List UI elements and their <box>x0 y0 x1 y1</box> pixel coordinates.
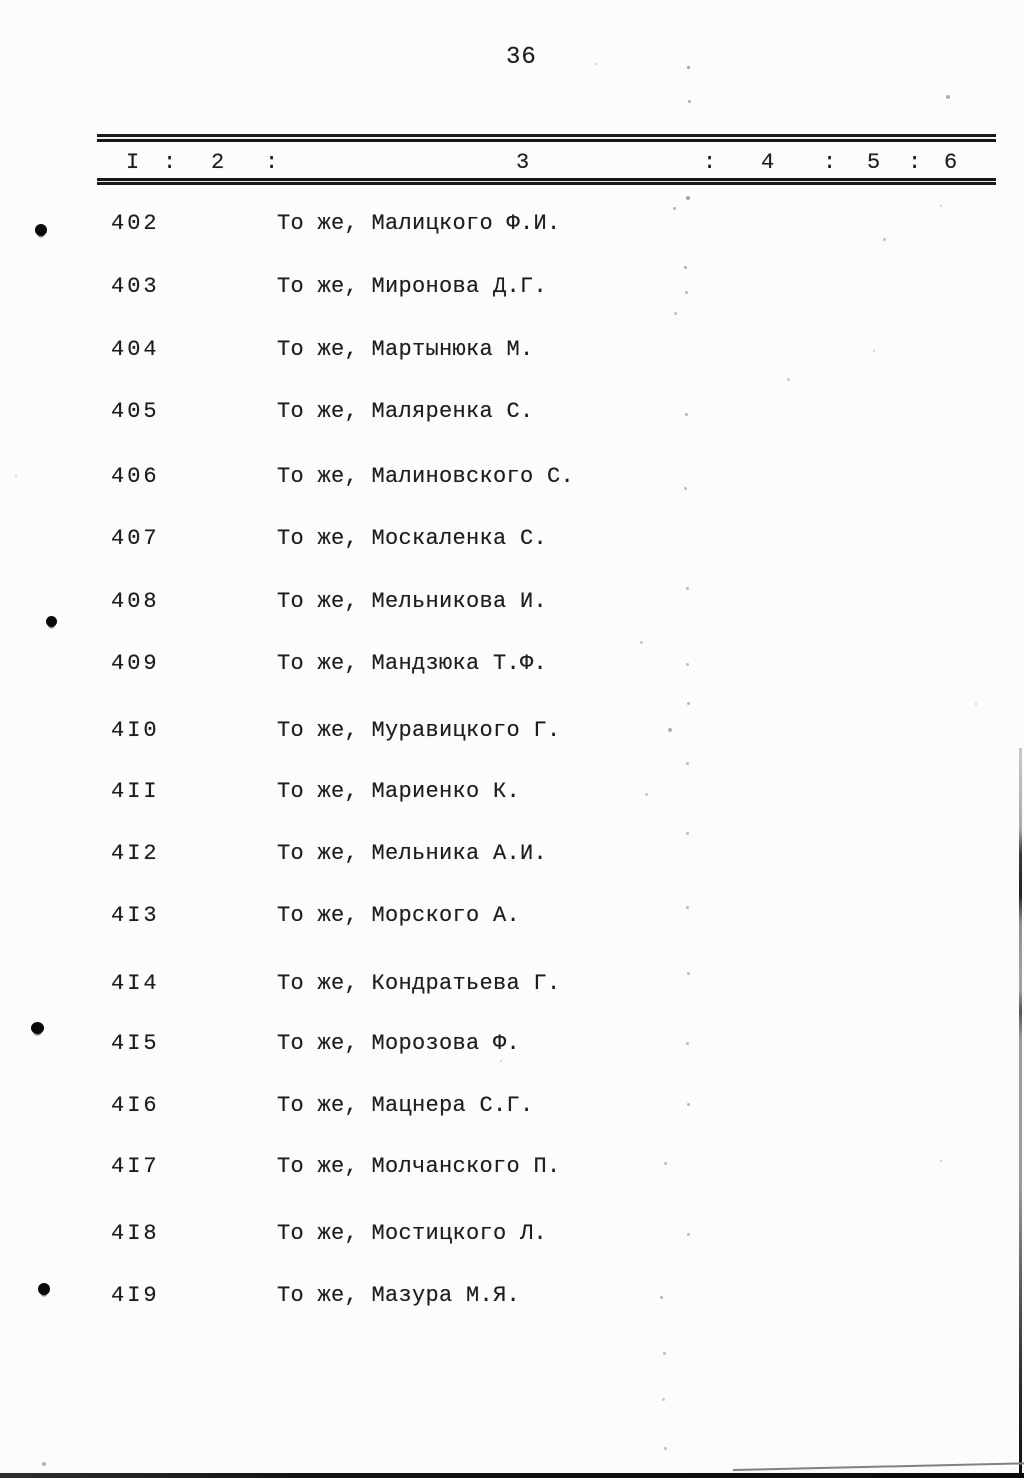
row-number: 402 <box>111 211 160 236</box>
row-entry: То же, Мазура М.Я. <box>277 1283 521 1308</box>
row-number: 407 <box>111 526 160 551</box>
scan-speck <box>946 95 950 99</box>
scan-speck <box>883 238 886 241</box>
row-number: 4I7 <box>111 1154 160 1179</box>
row-number: 4I6 <box>111 1093 160 1118</box>
table-row <box>0 274 1024 300</box>
table-row <box>0 1221 1024 1247</box>
scan-speck <box>686 587 689 590</box>
row-entry: То же, Мостицкого Л. <box>277 1221 548 1246</box>
scan-speck <box>687 66 690 69</box>
row-entry: То же, Мартынюка М. <box>277 337 534 362</box>
row-entry: То же, Кондратьева Г. <box>277 971 561 996</box>
table-row <box>0 464 1024 490</box>
table-row <box>0 399 1024 425</box>
page-number: 36 <box>506 44 537 71</box>
row-entry: То же, Мельникова И. <box>277 589 548 614</box>
table-row <box>0 1154 1024 1180</box>
header-separator: : <box>703 150 717 175</box>
scan-speck <box>595 63 597 65</box>
row-number: 4I8 <box>111 1221 160 1246</box>
scan-speck <box>687 702 690 705</box>
scan-speck <box>686 832 689 835</box>
scan-speck <box>42 1462 46 1466</box>
scan-speck <box>975 703 977 705</box>
row-number: 4I2 <box>111 841 160 866</box>
scan-speck <box>640 641 643 644</box>
table-row <box>0 651 1024 677</box>
scan-speck <box>686 196 690 200</box>
scan-speck <box>684 487 687 490</box>
row-entry: То же, Муравицкого Г. <box>277 718 561 743</box>
scan-speck <box>940 1160 942 1162</box>
row-number: 4I4 <box>111 971 160 996</box>
table-row <box>0 526 1024 552</box>
row-entry: То же, Морского А. <box>277 903 521 928</box>
scan-speck <box>664 1447 667 1450</box>
scan-speck <box>645 793 648 796</box>
scan-speck <box>686 762 689 765</box>
row-number: 4I3 <box>111 903 160 928</box>
scan-speck <box>662 1398 665 1401</box>
margin-dot-icon <box>31 1022 44 1034</box>
row-entry: То же, Мариенко К. <box>277 779 521 804</box>
row-entry: То же, Молчанского П. <box>277 1154 561 1179</box>
row-number: 4I5 <box>111 1031 160 1056</box>
scan-speck <box>687 1233 690 1236</box>
scanner-edge-line <box>1019 748 1022 1478</box>
header-separator: : <box>908 150 922 175</box>
header-cell-4: 4 <box>761 150 775 175</box>
row-entry: То же, Морозова Ф. <box>277 1031 521 1056</box>
row-number: 405 <box>111 399 160 424</box>
row-number: 406 <box>111 464 160 489</box>
header-separator: : <box>163 150 177 175</box>
table-row <box>0 779 1024 805</box>
margin-dot-icon <box>46 616 57 627</box>
row-number: 4II <box>111 779 160 804</box>
header-cell-2: 2 <box>211 150 225 175</box>
scan-speck <box>688 100 691 103</box>
scan-speck <box>674 312 677 315</box>
row-entry: То же, Москаленка С. <box>277 526 548 551</box>
scan-speck <box>663 1352 666 1355</box>
table-row <box>0 211 1024 237</box>
header-cell-5: 5 <box>867 150 881 175</box>
page-bottom-edge <box>0 1473 1024 1478</box>
margin-dot-icon <box>35 224 47 236</box>
row-entry: То же, Малицкого Ф.И. <box>277 211 561 236</box>
header-cell-1: I <box>126 150 140 175</box>
table-row <box>0 589 1024 615</box>
header-rule-bottom <box>97 178 996 186</box>
header-cell-6: 6 <box>944 150 958 175</box>
scan-speck <box>787 378 790 381</box>
table-row <box>0 903 1024 929</box>
table-row <box>0 1031 1024 1057</box>
row-entry: То же, Маляренка С. <box>277 399 534 424</box>
header-separator: : <box>265 150 279 175</box>
table-row <box>0 337 1024 363</box>
row-number: 403 <box>111 274 160 299</box>
row-number: 4I9 <box>111 1283 160 1308</box>
row-entry: То же, Мацнера С.Г. <box>277 1093 534 1118</box>
scan-speck <box>668 728 672 732</box>
table-row <box>0 718 1024 744</box>
scan-speck <box>686 663 689 666</box>
scan-speck <box>687 972 690 975</box>
scan-speck <box>684 266 687 269</box>
table-row <box>0 1093 1024 1119</box>
row-number: 408 <box>111 589 160 614</box>
table-row <box>0 841 1024 867</box>
scan-speck <box>685 413 688 416</box>
row-entry: То же, Мельника А.И. <box>277 841 548 866</box>
header-separator: : <box>823 150 837 175</box>
scan-speck <box>685 291 688 294</box>
scan-speck <box>686 1042 689 1045</box>
scan-speck <box>873 350 875 352</box>
row-entry: То же, Малиновского С. <box>277 464 575 489</box>
scan-speck <box>687 1103 690 1106</box>
row-number: 404 <box>111 337 160 362</box>
scan-speck <box>673 207 676 210</box>
row-entry: То же, Миронова Д.Г. <box>277 274 548 299</box>
table-row <box>0 971 1024 997</box>
scan-speck <box>940 205 942 207</box>
page-corner-line <box>733 1462 1024 1471</box>
margin-dot-icon <box>38 1283 50 1295</box>
header-rule-top <box>97 134 996 143</box>
scan-speck <box>664 1162 667 1165</box>
row-number: 4I0 <box>111 718 160 743</box>
scan-speck <box>15 475 17 477</box>
scan-speck <box>500 1060 502 1062</box>
table-row <box>0 1283 1024 1309</box>
header-cell-3: 3 <box>516 150 530 175</box>
scan-speck <box>686 906 689 909</box>
row-entry: То же, Мандзюка Т.Ф. <box>277 651 548 676</box>
scan-speck <box>660 1296 663 1299</box>
row-number: 409 <box>111 651 160 676</box>
